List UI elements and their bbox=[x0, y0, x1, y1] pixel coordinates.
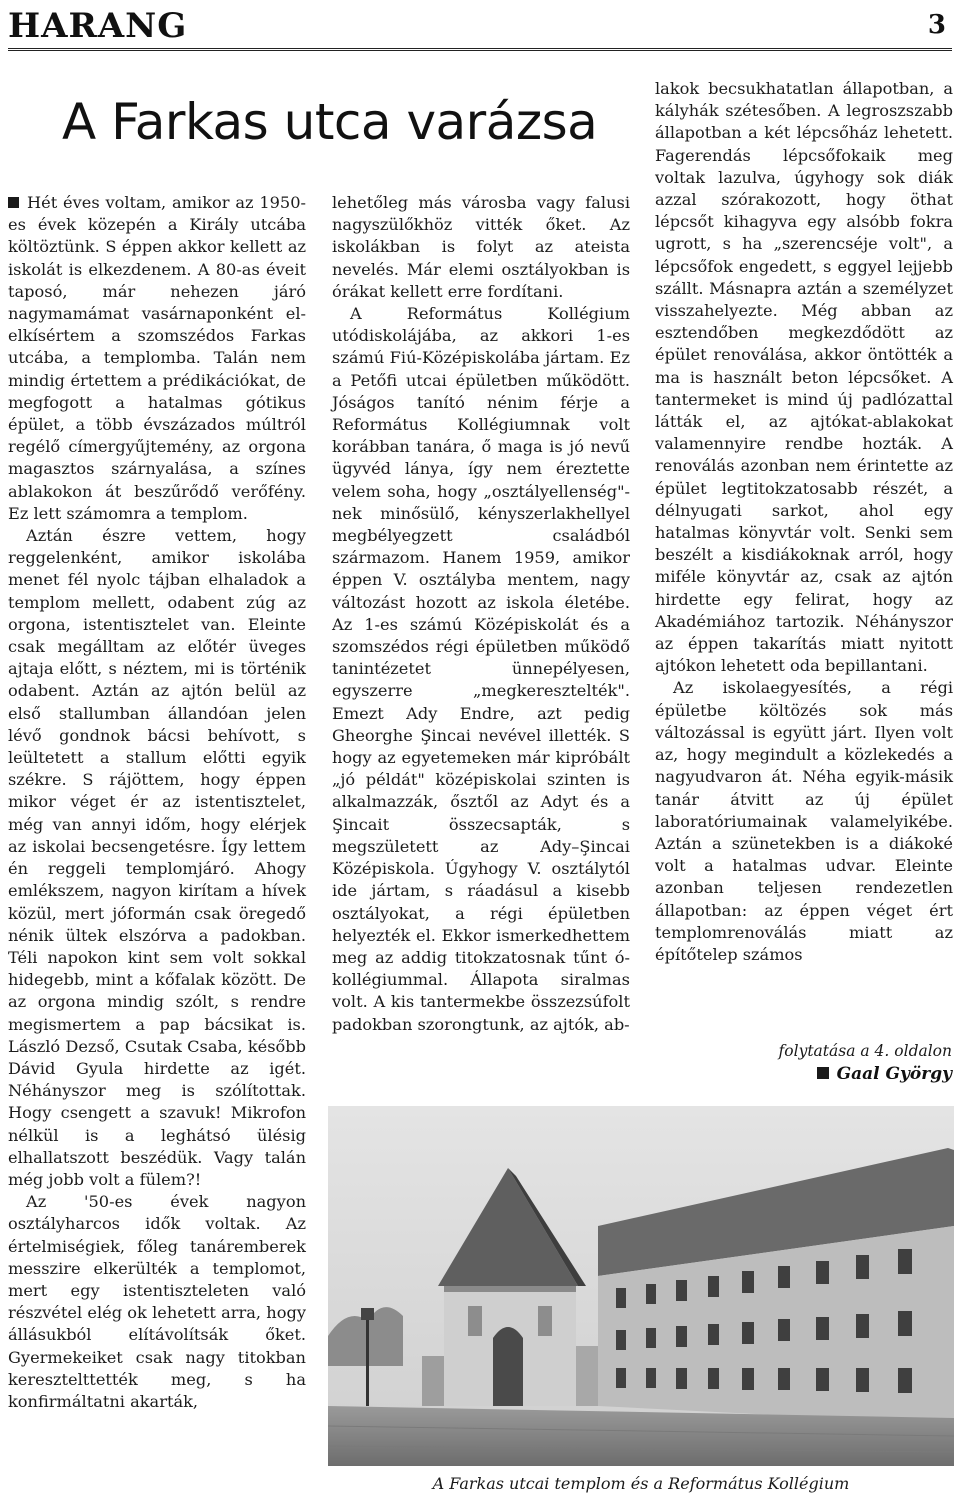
masthead bbox=[8, 4, 952, 48]
article-title: A Farkas utca varázsa bbox=[62, 93, 598, 151]
header-rule bbox=[8, 48, 952, 51]
paragraph: Aztán észre vettem, hogy reggelenként, amikor iskolába menet fél nyolc tájban elhaladok a templom mellett, odabent zúg az orgona, istentisztelet van. Eleinte csak megálltam az előtér üveges ajtaja előtt, s néztem, mi is történik odabent. Aztán az ajtón belül az első stallumban állandóan jelen lévő gondnok bácsi behívott, s leültetett a stallum előtti egyik székre. S rájöttem, hogy éppen mikor véget ér az istentisztelet, még van annyi időm, hogy elérjek az iskolai becsengetésre. Így lettem én reggeli templomjáró. Ahogy emlékszem, nagyon kirítam a hívek közül, mert jóformán csak öregedő nénik ültek elszórva a padokban. Téli napokon kint sem volt sokkal hidegebb, mint a kőfalak között. De az orgona mindig szólt, s rendre megismertem a pap bácsikat is. László Dezső, Csutak Csaba, később Dávid Gyula hirdette az igét. Néhányszor meg is szólítottak. Hogy csengett a szavuk! Mikrofon nélkül is a leghátsó ülésig elhallatszott beszédük. Vagy talán még jobb volt a fülem?! bbox=[8, 526, 306, 1189]
paragraph: Az '50-es évek nagyon osztályharcos idők voltak. Az értelmiségiek, főleg tanáremberek messzire elkerülték a templomot, mert egy istentiszteleten való részvétel elég ok lehetett arra, hogy állásukból elítávolítsák őket. Gyermekeiket csak nagy titokban keresztelttették meg, s ha konfirmáltatni akarták, bbox=[8, 1192, 306, 1411]
column-3 bbox=[655, 78, 953, 966]
continued-note: folytatása a 4. oldalon bbox=[778, 1042, 952, 1060]
section-marker-icon bbox=[817, 1067, 829, 1079]
column-1 bbox=[8, 192, 306, 1413]
paragraph: lehetőleg más városba vagy falusi nagyszülőkhöz vitték őket. Az iskolákban is folyt az ateista nevelés. Már elemi osztályokban is órákat kellett erre fordítani. bbox=[332, 193, 630, 301]
paragraph: Hét éves voltam, amikor az 1950-es évek közepén a Király utcába költöztünk. S éppen akkor kellett az iskolát is elkezdenem. A 80-as éveit taposó, már nehezen járó nagymamámat vasárnaponként el-elkísértem a szomszédos Farkas utcába, a templomba. Talán nem mindig értettem a prédikációkat, de megfogott a hatalmas gótikus épület, a több évszázados múltról regélő címergyűjtemény, az orgona magasztos szárnyalása, a színes ablakokon át beszűrődő verőfény. Ez lett számomra a templom. bbox=[8, 193, 306, 523]
section-marker-icon bbox=[8, 197, 19, 208]
author-byline: Gaal György bbox=[817, 1064, 952, 1084]
church-college-photo bbox=[328, 1106, 954, 1466]
photo-caption: A Farkas utcai templom és a Református Kollégium bbox=[432, 1474, 850, 1493]
publication-logo: HARANG bbox=[8, 6, 188, 46]
paragraph: A Református Kollégium utódiskolájába, az akkori 1-es számú Fiú-Középiskolába jártam. Ez a Petőfi utcai épületben működött. Jóságos tanító nénim férje a Református Kollégiumnak volt korábban tanára, ő maga is jó nevű ügyvéd lánya, így nem éreztette velem soha, hogy „osztályellenség"-nek minősülő, kényszerlakhellyel megbélyegzett családból származom. Hanem 1959, amikor éppen V. osztályba mentem, nagy változást hozott az iskola életébe. Az 1-es számú Középiskolát és a szomszédos régi épületben működő tanintézetet ünnepélyesen, egyszerre „megkeresztelték". Emezt Ady Endre, azt pedig Gheorghe Şincai nevével illették. S hogy az egyetemeken már kipróbált „jó példát" középiskolai szinten is alkalmazzák, ősztől az Adyt és a Şincait összecsapták, s megszületett az Ady–Şincai Középiskola. Úgyhogy V. osztálytól ide jártam, s ráadásul a kisebb osztályokat, a régi épületben helyezték el. Ekkor ismerkedhettem meg az addig titokzatosnak tűnt ó-kollégiummal. Állapota siralmas volt. A kis tantermekbe összezsúfolt padokban szorongtunk, az ajtók, ab- bbox=[332, 304, 630, 1034]
paragraph: Az iskolaegyesítés, a régi épületbe költözés sok más változással is együtt járt. Ilyen volt az, hogy megindult a közlekedés a nagyudvaron át. Néha egyik-másik tanár átvitt az új épület laboratóriumainak valamelyikébe. Aztán a szünetekben is a diákoké volt a hatalmas udvar. Eleinte azonban teljesen rendezetlen állapotban: az éppen véget ért templomrenoválás miatt az építőtelep számos bbox=[655, 678, 953, 964]
paragraph: lakok becsukhatatlan állapotban, a kályhák szétesőben. A legroszszabb állapotban a két lépcsőház lehetett. Fagerendás lépcsőfokaik meg voltak lazulva, úgyhogy sok diák azzal szórakozott, hogy öthat lépcsőt kihagyva egy alsóbb fokra ugrott, s ha „szerencséje volt", a lépcsőfok engedett, s eggyel lejjebb szállt. Másnapra aztán a személyzet visszahelyezte. Még abban az esztendőben megkezdődött az épület renoválása, akkor öntötték a ma is használt beton lépcsőket. A tantermeket is mind új padlózattal látták el, az ajtókat-ablakokat valamennyire rendbe hozták. A renoválás azonban nem érintette az épület legtitokzatosabb részét, a délnyugati sarkot, ahol egy hatalmas könyvtár volt. Senki sem beszélt a kisdiákoknak arról, hogy miféle könyvtár az, csak az ajtón hirdette egy felirat, hogy az Akadémiához tartozik. Néhányszor az éppen takarítás miatt nyitott ajtókon lehetett oda bepillantani. bbox=[655, 79, 953, 676]
column-2 bbox=[332, 192, 630, 1036]
page-number: 3 bbox=[927, 10, 946, 40]
